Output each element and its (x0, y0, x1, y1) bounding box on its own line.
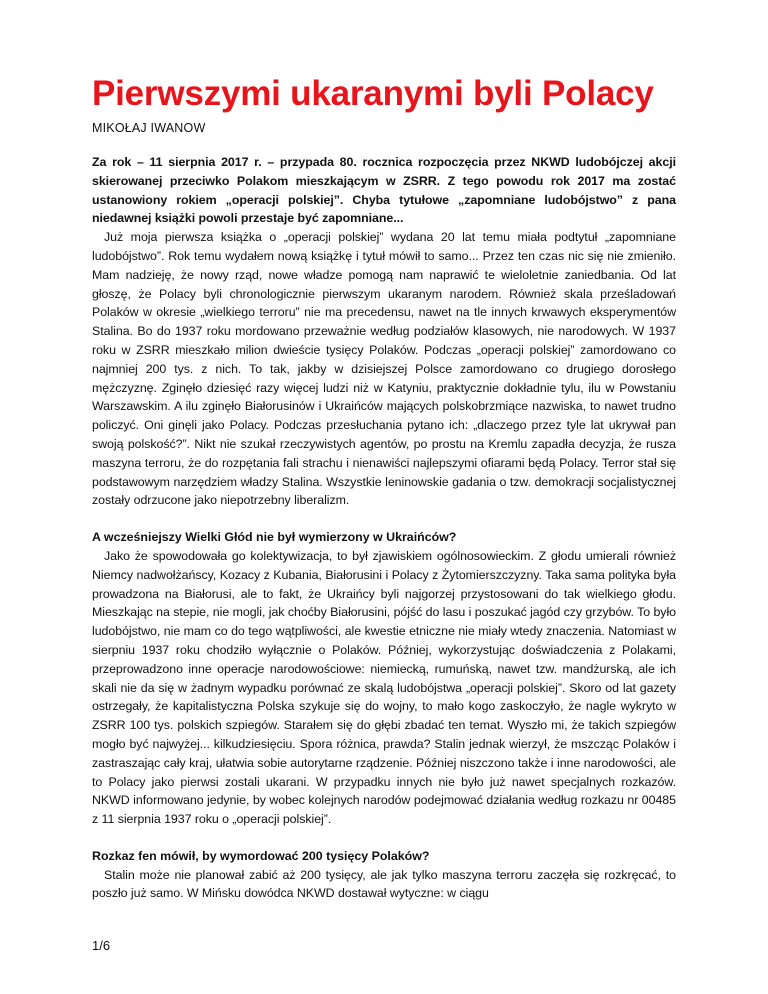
section-heading-1: A wcześniejszy Wielki Głód nie był wymierzony w Ukraińców? (92, 530, 457, 545)
body-paragraph-2: Jako że spowodowała go kolektywizacja, to był zjawiskiem ogólnosowieckim. Z głodu umierali również Niemcy nadwołżańscy, Kozacy z Kubania, Białorusini i Polacy z Żytomierszczyzny. Taka sama polityka była prowadzona na Białorusi, ale to fakt, że Ukraińcy byli najgorzej przystosowani do tak wielkiego głodu. Mieszkając na stepie, nie mogli, jak choćby Białorusini, pójść do lasu i poszukać jagód czy grzybów. To było ludobójstwo, nie mam co do tego wątpliwości, ale kwestie etniczne nie miały wtedy znaczenia. Natomiast w sierpniu 1937 roku chodziło wyłącznie o Polaków. Później, wykorzystując doświadczenia z Polakami, przeprowadzono inne operacje narodowościowe: niemiecką, rumuńską, nawet tzw. mandżurską, ale ich skali nie da się w żadnym wypadku porównać ze skalą ludobójstwa „operacji polskiej”. Skoro od lat gazety ostrzegały, że kapitalistyczna Polska szykuje się do wojny, to mało kogo zaskoczyło, że nagle wykryto w ZSRR 100 tys. polskich szpiegów. Starałem się do głębi zbadać ten temat. Wyszło mi, że takich szpiegów mogło być najwyżej... kilkudziesięciu. Spora różnica, prawda? Stalin jednak wierzył, że mszcząc Polaków i zastraszając cały kraj, ułatwia sobie autorytarne rządzenie. Później niszczono także i inne narodowości, ale to Polacy jako pierwsi zostali ukarani. W przypadku innych nie było już nawet specjalnych rozkazów. NKWD informowano jedynie, by wobec kolejnych narodów podejmować działania według rozkazu nr 00485 z 11 sierpnia 1937 roku o „operacji polskiej”. (92, 548, 676, 827)
body-paragraph-1: Już moja pierwsza książka o „operacji polskiej” wydana 20 lat temu miała podtytuł „zapomniane ludobójstwo”. Rok temu wydałem nową książkę i tytuł mówił to samo... Przez ten czas nic się nie zmieniło. Mam nadzieję, że nowy rząd, nowe władze pomogą nam naprawić te wieloletnie zaniedbania. Od lat głoszę, że Polacy byli chronologicznie pierwszym ukaranym narodem. Również skala prześladowań Polaków w okresie „wielkiego terroru” nie ma precedensu, nawet na tle innych krwawych eksperymentów Stalina. Bo do 1937 roku mordowano przeważnie według podziałów klasowych, nie narodowych. W 1937 roku w ZSRR mieszkało milion dwieście tysięcy Polaków. Podczas „operacji polskiej” zamordowano co najmniej 200 tys. z nich. To tak, jakby w dzisiejszej Polsce zamordowano co drugiego dorosłego mężczyznę. Zginęło dziesięć razy więcej ludzi niż w Katyniu, praktycznie dokładnie tylu, ilu w Powstaniu Warszawskim. A ilu zginęło Białorusinów i Ukraińców mających polskobrzmiące nazwiska, to nawet trudno policzyć. Oni ginęli jako Polacy. Podczas przesłuchania pytano ich: „dlaczego przez tyle lat ukrywał pan swoją polskość?”. Nikt nie szukał rzeczywistych agentów, po prostu na Kremlu zapadła decyzja, że rusza maszyna terroru, że do rozpętania fali strachu i nienawiści najlepszymi ofiarami będą Polacy. Terror stał się podstawowym narzędziem władzy Stalina. Wszystkie leninowskie gadania o tzw. demokracji socjalistycznej zostały odrzucone jako niepotrzebny liberalizm. (92, 230, 676, 508)
body-paragraph-3: Stalin może nie planował zabić aż 200 tysięcy, ale jak tylko maszyna terroru zaczęła się rozkręcać, to poszło już samo. W Mińsku dowódca NKWD dostawał wytyczne: w ciągu (92, 867, 676, 901)
author-byline: MIKOŁAJ IWANOW (92, 121, 206, 135)
section-heading-2: Rozkaz fen mówił, by wymordować 200 tysięcy Polaków? (92, 848, 430, 863)
page-number: 1/6 (92, 938, 111, 953)
document-page (92, 74, 676, 903)
lead-paragraph: Za rok – 11 sierpnia 2017 r. – przypada 80. rocznica rozpoczęcia przez NKWD ludobójczej akcji skierowanej przeciwko Polakom mieszkającym w ZSRR. Z tego powodu rok 2017 ma zostać ustanowiony rokiem „operacji polskiej”. Chyba tytułowe „zapomniane ludobójstwo” z pana niedawnej książki powoli przestaje być zapomniane... (92, 155, 676, 226)
article-title: Pierwszymi ukaranymi byli Polacy (92, 74, 654, 113)
